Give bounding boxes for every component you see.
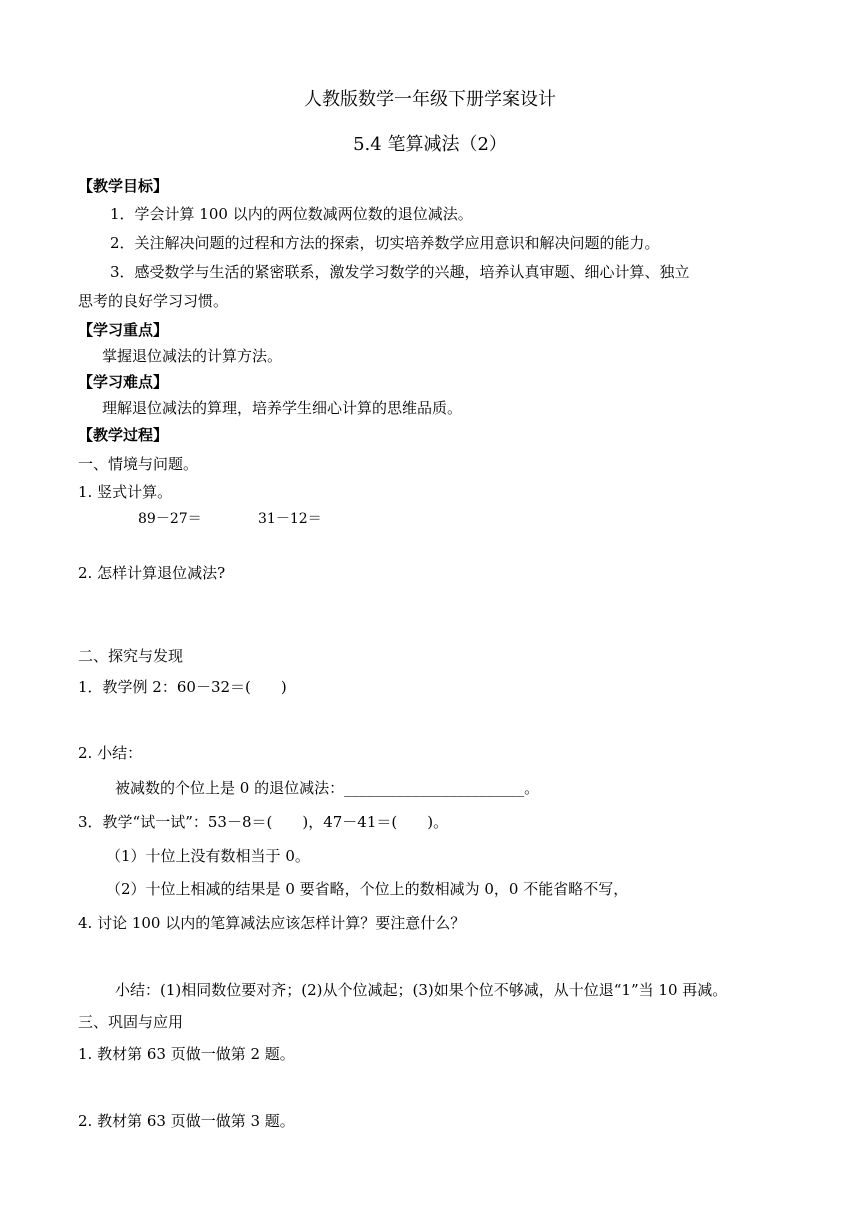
objective-item-3-cont: 思考的良好学习习惯。 xyxy=(78,292,229,310)
key-points-heading: 【学习重点】 xyxy=(78,321,169,339)
section3-q1: 1. 教材第 63 页做一做第 2 题。 xyxy=(78,1045,295,1063)
equation-2: 31－12＝ xyxy=(258,511,322,527)
section3-q2: 2. 教材第 63 页做一做第 3 题。 xyxy=(78,1112,295,1130)
section2-note-1: （1）十位上没有数相当于 0。 xyxy=(106,847,310,865)
key-points-text: 掌握退位减法的计算方法。 xyxy=(102,347,283,365)
section2-q1: 1．教学例 2：60－32＝( ) xyxy=(78,678,287,696)
section3-title: 三、巩固与应用 xyxy=(78,1013,184,1031)
objective-item-1: 1．学会计算 100 以内的两位数减两位数的退位减法。 xyxy=(110,205,473,223)
section2-summary: 被减数的个位上是 0 的退位减法：________________________。 xyxy=(115,779,540,797)
page-title: 人教版数学一年级下册学案设计 xyxy=(304,89,556,110)
section2-q4: 4. 讨论 100 以内的笔算减法应该怎样计算？要注意什么？ xyxy=(78,914,466,932)
section2-conclusion: 小结：(1)相同数位要对齐；(2)从个位减起；(3)如果个位不够减，从十位退“1”当 10 再减。 xyxy=(115,981,728,999)
section1-q1: 1. 竖式计算。 xyxy=(78,483,173,501)
section1-q2: 2. 怎样计算退位减法? xyxy=(78,564,226,582)
process-heading: 【教学过程】 xyxy=(78,426,169,444)
difficulties-heading: 【学习难点】 xyxy=(78,373,169,391)
section2-title: 二、探究与发现 xyxy=(78,647,184,665)
equation-1: 89－27＝ xyxy=(138,511,202,527)
lesson-subtitle: 5.4 笔算减法（2） xyxy=(353,134,507,155)
section2-note-2: （2）十位上相减的结果是 0 要省略，个位上的数相减为 0，0 不能省略不写， xyxy=(106,880,629,898)
section2-q3: 3．教学“试一试”：53－8＝( )，47－41＝( )。 xyxy=(78,813,449,831)
objective-item-3: 3．感受数学与生活的紧密联系，激发学习数学的兴趣，培养认真审题、细心计算、独立 xyxy=(110,263,690,281)
section2-q2: 2. 小结： xyxy=(78,744,143,762)
objectives-heading: 【教学目标】 xyxy=(78,177,169,195)
objective-item-2: 2．关注解决问题的过程和方法的探索，切实培养数学应用意识和解决问题的能力。 xyxy=(110,234,660,252)
section1-title: 一、情境与问题。 xyxy=(78,455,199,473)
difficulties-text: 理解退位减法的算理，培养学生细心计算的思维品质。 xyxy=(102,399,463,417)
